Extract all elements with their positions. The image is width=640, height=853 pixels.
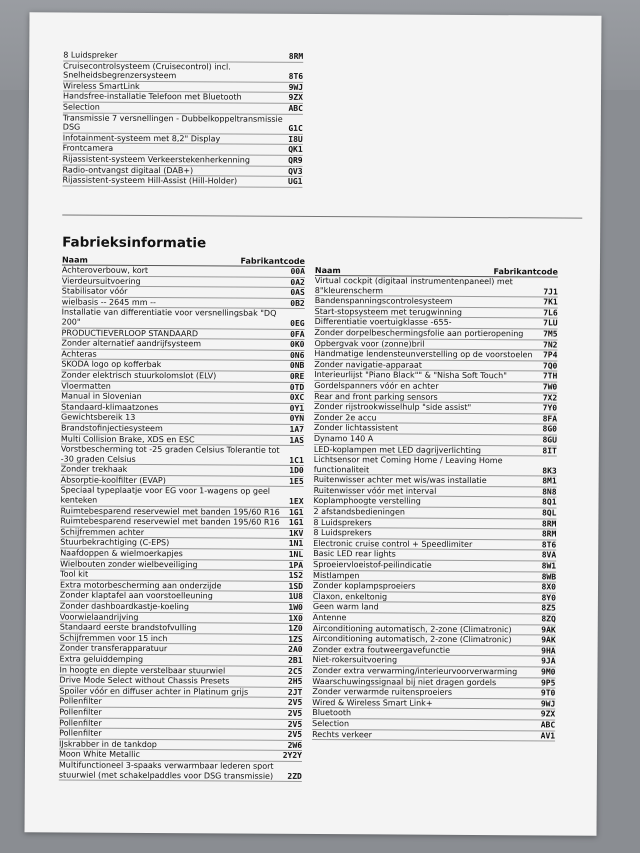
option-name: Pollenfilter [59,696,102,707]
option-code: 00A [290,266,305,276]
option-name: Wireless SmartLink [63,81,140,91]
option-code: 0B2 [290,298,305,308]
option-code: 2W6 [287,740,303,750]
option-code: 8IT [542,445,557,455]
option-code: ABC [540,720,556,730]
option-name: Frontcamera [62,143,114,154]
left-rows [59,265,305,782]
option-code: 9P5 [540,677,556,688]
option-code: 7Y0 [542,403,558,413]
option-code: 8WB [541,572,557,582]
option-name: Extra geluiddemping [59,654,144,664]
option-name: Dynamo 140 A [313,433,374,444]
option-code: 2V5 [287,698,303,708]
right-rows [312,276,558,742]
option-name: Drive Mode Select without Chassis Presets [59,675,230,686]
header-code: Fabrikantcode [240,256,306,266]
option-name: LED-koplampen met LED dagrijverlichting [313,444,482,455]
option-name: SKODA logo op kofferbak [61,359,162,370]
option-name: Electronic cruise control + Speedlimiter [313,538,473,549]
option-name: Mistlampen [313,570,360,580]
option-code: 1A7 [289,424,304,434]
option-name: Ruitenwisser vóór met interval [313,485,437,496]
option-name: Virtual cockpit (digitaal instrumentenpaneel) met 8"kleurenscherm [314,276,513,296]
option-name: Zonder extra verwarming/interieurvoorverwarming [312,665,518,677]
option-name: Zonder trekhaak [60,464,128,475]
option-code: 1S2 [288,571,304,581]
option-code: 2V5 [287,719,303,729]
option-code: 1G1 [288,507,304,517]
option-name: Transmissie 7 versnellingen - Dubbelkoppeltransmissie DSG [62,113,283,132]
option-name: Multifunctioneel 3-spaaks verwarmbaar lederen sport stuurwiel (met schakelpaddles voor DSG transmissie) [58,760,274,781]
option-code: 8VA [541,550,557,560]
option-code: 8ZQ [541,614,556,624]
option-name: Zonder transferapparatuur [59,643,168,654]
option-code: 0EG [290,318,305,328]
option-name: Niet-rokersuitvoering [312,655,398,665]
option-code: 0RE [289,371,305,381]
option-code: 0A2 [290,277,305,287]
table-row [62,308,305,330]
factory-info-right-column [312,257,558,742]
option-code: 7J1 [543,286,558,297]
document-content [58,50,583,781]
option-code: 8G0 [542,424,557,434]
option-name: Airconditioning automatisch, 2-zone (Climatronic) [312,623,512,634]
option-name: Selection [312,718,350,729]
option-name: Selection [62,102,100,112]
option-code: 1X0 [288,613,303,623]
option-code: 7L6 [543,308,558,318]
table-row [314,455,557,477]
table-row [63,61,303,83]
option-code: 2C5 [288,666,303,676]
option-code: 7M5 [543,329,558,339]
table-row [62,176,302,188]
option-name: Bluetooth [312,708,352,718]
option-name: Handmatige lendensteunverstelling op de voorstoelen [314,349,533,360]
option-name: Lichtsensor met Coming Home / Leaving Home functionaliteit [313,455,503,475]
option-code: 2JT [287,687,303,697]
option-code: 2V5 [287,729,303,740]
option-code: 0XC [289,392,305,403]
option-name: Claxon, enkeltonig [312,591,388,602]
option-name: Pollenfilter [59,707,102,717]
option-name: Airconditioning automatisch, 2-zone (Climatronic) [312,634,512,645]
option-name: Koplamphoogte verstelling [313,496,421,507]
option-code: 1SD [288,581,304,591]
option-code: 8Y0 [541,593,556,603]
option-name: Geen warm land [312,602,379,612]
option-name: Installatie van differentiatie voor versnellingsbak "DQ 200" [61,307,277,327]
option-code: 8RM [541,529,557,539]
option-code: 7X2 [542,392,558,403]
option-code: 1EX [289,496,304,507]
option-code: 1E5 [289,476,304,486]
option-name: Voorwielaandrijving [59,612,139,622]
option-name: Vierdeursuitvoering [61,276,141,286]
option-code: 1AS [289,435,304,445]
header-code: Fabrikantcode [493,267,558,277]
table-row [63,113,303,135]
option-code: 8GU [542,435,557,445]
option-code: 0YN [289,414,305,424]
option-name: Ruitenwisser achter met wis/was installatie [313,475,487,486]
option-name: 8 Luidsprekers [313,517,372,528]
option-name: Achteroverbouw, kort [61,265,149,275]
option-name: Pollenfilter [59,717,102,728]
option-name: Handsfree-installatie Telefoon met Bluetooth [62,91,242,102]
section-title: Fabrieksinformatie [62,234,207,252]
option-code: QK1 [288,145,303,155]
option-code: 8W1 [541,561,557,571]
option-name: Spoiler vóór en diffuser achter in Platinum grijs [59,686,249,697]
option-code: 2H5 [287,677,303,687]
option-name: Zonder navigatie-apparaat [314,359,422,370]
option-name: Ruimtebesparend reservewiel met banden 195/60 R16 [60,516,280,528]
option-name: Zonder extra foutweergavefunctie [312,644,451,655]
option-code: 2Y2Y [282,751,303,761]
option-name: Vorstbescherming tot -25 graden Celsius Tolerantie tot -30 graden Celsius [60,444,280,464]
option-name: Brandstofinjectiesysteem [60,423,163,433]
option-code: 1KV [288,528,304,538]
option-code: 9T0 [540,688,556,698]
option-code: 9JA [541,656,556,666]
option-code: ABC [288,103,303,113]
option-code: 7P4 [542,350,558,360]
option-name: Pollenfilter [59,728,102,738]
section-divider [62,214,582,218]
option-code: 8Z5 [541,603,556,613]
option-code: 0FA [290,329,305,339]
option-name: Ruimtebesparend reservewiel met banden 195/60 R16 [60,506,280,517]
option-name: Standaard-klimaatzones [61,402,159,412]
option-code: 0K0 [290,340,305,350]
option-code: 8N8 [542,487,557,497]
option-name: Zonder dashboardkastje-koeling [59,601,190,612]
option-code: 0Y1 [289,403,305,413]
option-name: 8 Luidspreker [63,50,118,60]
option-name: Sproeiervloeistof-peilindicatie [313,560,432,570]
option-code: 1ZS [288,634,303,644]
option-name: Rijassistent-systeem Verkeerstekenherkenning [62,154,250,165]
option-code: 1C1 [289,455,304,465]
option-code: 8FA [542,414,558,424]
option-name: Waarschuwingssignaal bij niet dragen gordels [312,676,497,687]
option-code: 7W0 [542,382,558,392]
option-code: 7N2 [543,339,558,350]
option-code: 1NL [288,549,304,559]
option-name: Zonder elektrisch stuurkolomslot (ELV) [61,370,217,381]
option-name: Absorptie-koolfilter (EVAP) [60,475,166,485]
option-code: I8U [288,134,303,144]
option-name: Zonder koplampsproeiers [312,581,416,591]
option-name: Zonder rijstrookwisselhulp "side assist" [314,402,472,413]
option-code: 7Q0 [542,361,558,371]
option-name: Zonder verwarmde ruitensproeiers [312,687,453,698]
option-code: 9ZX [540,709,556,719]
option-name: Rear and front parking sensors [314,391,438,402]
option-name: Differentiatie voertuigklasse -655- [314,317,452,328]
option-code: QR9 [288,155,303,165]
option-name: Interieurlijst "Piano Black"" & "Nisha Soft Touch" [314,370,507,381]
option-code: 7LU [543,318,558,328]
option-name: Gordelspanners vóór en achter [314,380,439,391]
option-name: IJskrabber in de tankdop [59,739,157,749]
option-name: Zonder klaptafel aan voorstoelleuning [59,590,213,601]
option-code: G1C [288,124,303,134]
option-code: 8Q1 [542,497,557,507]
option-code: 2B1 [288,655,303,665]
option-name: In hoogte en diepte verstelbaar stuurwiel [59,665,226,676]
option-name: Zonder alternatief aandrijfsysteem [61,338,202,349]
option-code: 8RM [288,51,304,61]
option-code: 9M0 [541,667,556,677]
option-code: QV3 [288,166,303,176]
option-name: Moon White Metallic [58,749,141,760]
option-name: Rechts verkeer [312,729,373,739]
option-name: 2 afstandsbedieningen [313,507,406,517]
option-name: Infotainment-systeem met 8,2" Display [62,133,221,144]
option-code: 9AK [541,624,556,635]
option-name: Vloermatten [61,380,111,391]
option-name: Radio-ontvangst digitaal (DAB+) [62,164,194,175]
option-name: Zonder dorpelbeschermingsfolie aan portieropening [314,327,524,339]
option-name: Achteras [61,349,97,359]
option-code: 8RM [541,519,557,529]
option-code: 0TD [289,382,305,392]
option-name: Rijassistent-systeem Hill-Assist (Hill-Holder) [62,175,238,186]
option-name: Antenne [312,613,347,623]
option-code: 0NB [289,361,305,371]
option-name: Naafdoppen & wielmoerkapjes [60,548,183,559]
option-code: 1G1 [288,518,304,528]
option-name: Wired & Wireless Smart Link+ [312,697,433,708]
option-name: 8 Luidsprekers [313,528,372,538]
option-code: 8M1 [542,476,557,486]
option-name: PRODUCTIEVERLOOP STANDAARD [61,328,199,338]
option-name: Speciaal typeplaatje voor EG voor 1-wagens op geel kenteken [60,485,271,505]
option-code: 8T6 [288,72,304,82]
option-name: Stuurbekrachtiging (C-EPS) [60,537,170,548]
header-name: Naam [61,255,88,265]
option-name: Multi Collision Brake, XDS en ESC [60,433,195,444]
option-code: 1D0 [289,466,304,476]
option-code: 2A0 [288,645,303,655]
option-code: 0N6 [289,350,305,360]
option-code: 8T6 [541,540,557,550]
table-row [61,445,304,467]
option-name: Schijfremmen voor 15 inch [59,633,168,643]
option-name: Start-stopsysteem met terugwinning [314,306,462,317]
option-name: Manual in Slovenian [61,391,142,402]
option-code: 1PA [288,560,304,570]
option-code: 8QL [541,508,557,518]
options-list [62,50,303,187]
option-name: Bandenspanningscontrolesysteem [314,296,453,307]
option-code: 9HA [541,646,556,656]
option-name: Extra motorbescherming aan onderzijde [59,580,222,591]
option-code: 1U8 [288,592,303,602]
table-row [315,276,558,298]
option-name: Zonder 2e accu [314,412,377,423]
option-code: 2ZD [287,771,302,781]
option-name: Cruisecontrolsysteem (Cruisecontrol) incl. Snelheidsbegrenzersysteem [63,61,231,81]
header-name: Naam [314,266,341,276]
table-row [312,730,555,742]
option-name: Standaard eerste brandstofvulling [59,622,197,633]
option-code: 1N1 [288,539,304,549]
table-row [59,760,302,782]
option-code: 9ZX [288,93,304,103]
option-code: 8X0 [541,582,557,592]
option-code: 0AS [290,288,305,298]
option-code: UG1 [288,176,303,187]
option-name: Wielbouten zonder wielbeveiliging [60,559,198,569]
option-name: Basic LED rear lights [313,549,396,559]
option-code: 7K1 [543,297,558,307]
option-name: Opbergvak voor (zonne)bril [314,338,425,349]
option-code: AV1 [540,730,556,741]
option-code: 7TH [542,371,558,381]
factory-info-left-column [59,255,305,782]
option-code: 9AK [541,635,556,645]
option-name: Tool kit [60,569,89,579]
option-name: Gewichtsbereik 13 [61,412,136,423]
option-code: 8K3 [542,466,557,476]
option-code: 1Z0 [288,624,303,634]
right-column-header [315,257,558,277]
option-code: 1W0 [288,602,303,612]
option-code: 2V5 [287,708,303,718]
option-code: 9WJ [288,82,304,92]
table-row [60,486,303,508]
option-code: 9WJ [540,699,556,709]
option-name: Zonder lichtassistent [313,423,399,433]
option-name: wielbasis -- 2645 mm -- [61,297,156,307]
document-page [25,12,602,835]
option-name: Stabilisator vóór [61,286,128,297]
option-name: Schijfremmen achter [60,527,145,537]
